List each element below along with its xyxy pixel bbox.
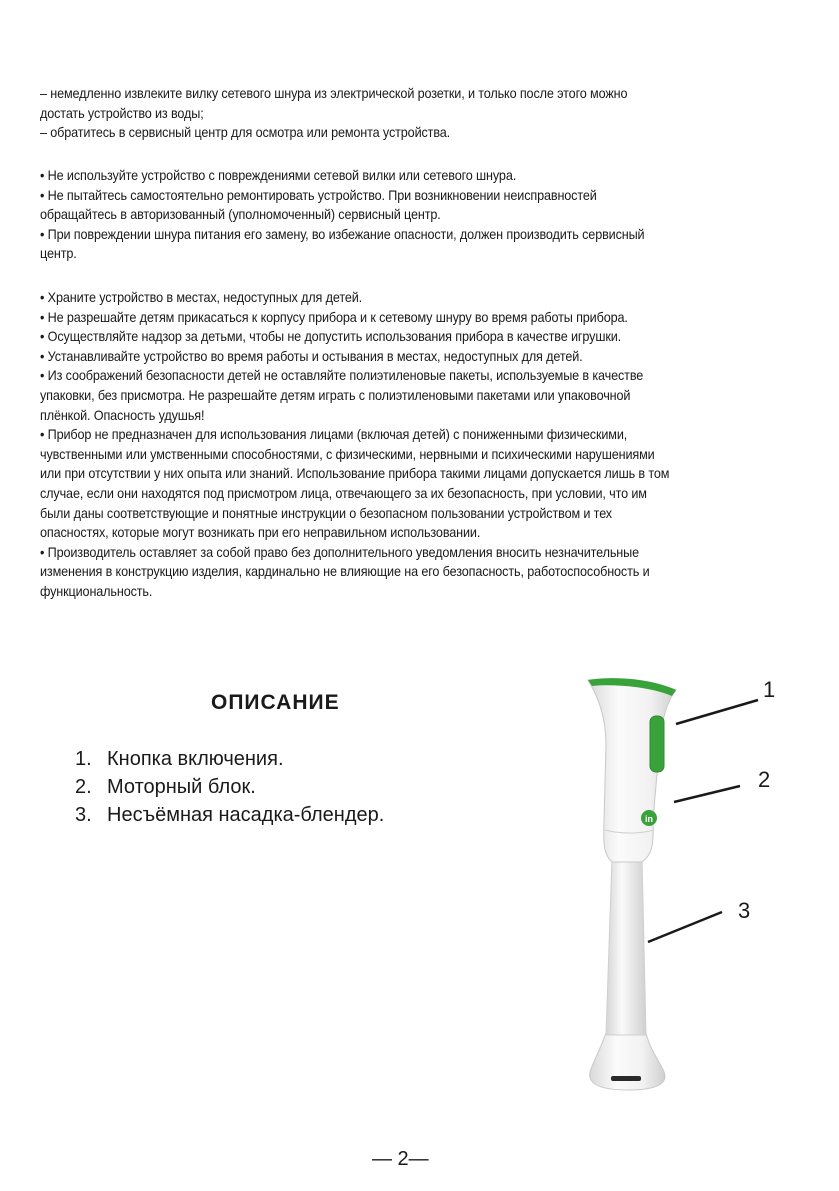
text-line: достать устройство из воды; — [40, 105, 204, 121]
text-line: упаковки, без присмотра. Не разрешайте детям играть с полиэтиленовыми пакетами или упаковочной — [40, 387, 631, 403]
text-line: чувственными или умственными способностями, с физическими, нервными и психическими нарушениями — [40, 446, 655, 462]
text-line: • При повреждении шнура питания его замену, во избежание опасности, должен производить сервисный — [40, 226, 645, 242]
list-item-number: 1. — [75, 748, 92, 770]
text-line: • Храните устройство в местах, недоступных для детей. — [40, 290, 363, 305]
power-button — [650, 716, 664, 772]
text-line: • Не пытайтесь самостоятельно ремонтировать устройство. При возникновении неисправностей — [40, 187, 597, 203]
text-line: плёнкой. Опасность удушья! — [40, 407, 205, 423]
text-line: функциональность. — [40, 583, 153, 599]
list-item-label: Несъёмная насадка-блендер. — [107, 804, 385, 826]
blade-guard — [590, 1033, 665, 1090]
blender-shaft — [606, 858, 646, 1035]
text-line: центр. — [40, 246, 77, 262]
text-line: • Производитель оставляет за собой право без дополнительного уведомления вносить незначительные — [40, 544, 639, 560]
text-line: случае, если они находятся под присмотром лица, отвечающего за их безопасность, при условии, что им — [40, 485, 647, 501]
text-line: • Осуществляйте надзор за детьми, чтобы не допустить использования прибора в качестве игрушки. — [40, 329, 622, 345]
list-item-number: 3. — [75, 804, 92, 826]
text-line: • Не разрешайте детям прикасаться к корпусу прибора и к сетевому шнуру во время работы прибора. — [40, 309, 628, 325]
text-line: • Из соображений безопасности детей не оставляйте полиэтиленовые пакеты, используемые в качестве — [40, 368, 644, 384]
text-line: опасностях, которые могут возникать при его неправильном использовании. — [40, 525, 481, 541]
logo-text: in — [645, 814, 653, 824]
text-line: • Прибор не предназначен для использования лицами (включая детей) с пониженными физическими, — [40, 427, 628, 443]
callout-line-3 — [648, 912, 722, 942]
callout-number-2: 2 — [758, 767, 771, 792]
section-heading: ОПИСАНИЕ — [211, 691, 340, 714]
callout-line-1 — [676, 700, 758, 724]
text-line: • Не используйте устройство с повреждениями сетевой вилки или сетевого шнура. — [40, 168, 517, 183]
text-line: обращайтесь в авторизованный (уполномоченный) сервисный центр. — [40, 207, 441, 223]
text-line: • Устанавливайте устройство во время работы и остывания в местах, недоступных для детей. — [40, 348, 583, 364]
text-line: – немедленно извлеките вилку сетевого шнура из электрической розетки, и только после этого можно — [40, 86, 628, 101]
page-number: — 2— — [372, 1148, 429, 1170]
list-item-label: Моторный блок. — [107, 776, 256, 798]
callout-number-1: 1 — [763, 677, 776, 702]
text-line: – обратитесь в сервисный центр для осмотра или ремонта устройства. — [40, 125, 451, 141]
text-line: изменения в конструкцию изделия, кардинально не влияющие на его безопасность, работоспособность и — [40, 564, 650, 580]
callout-number-3: 3 — [738, 898, 751, 923]
motor-body — [588, 679, 676, 862]
blade-guard-slot — [611, 1076, 641, 1081]
text-line: были даны соответствующие и понятные инструкции о безопасном пользовании устройством и тех — [40, 505, 612, 521]
list-item-number: 2. — [75, 776, 92, 798]
list-item-label: Кнопка включения. — [107, 748, 284, 770]
callout-line-2 — [674, 786, 740, 802]
text-line: или при отсутствии у них опыта или знаний. Использование прибора такими лицами допускается лишь в том — [40, 466, 670, 482]
